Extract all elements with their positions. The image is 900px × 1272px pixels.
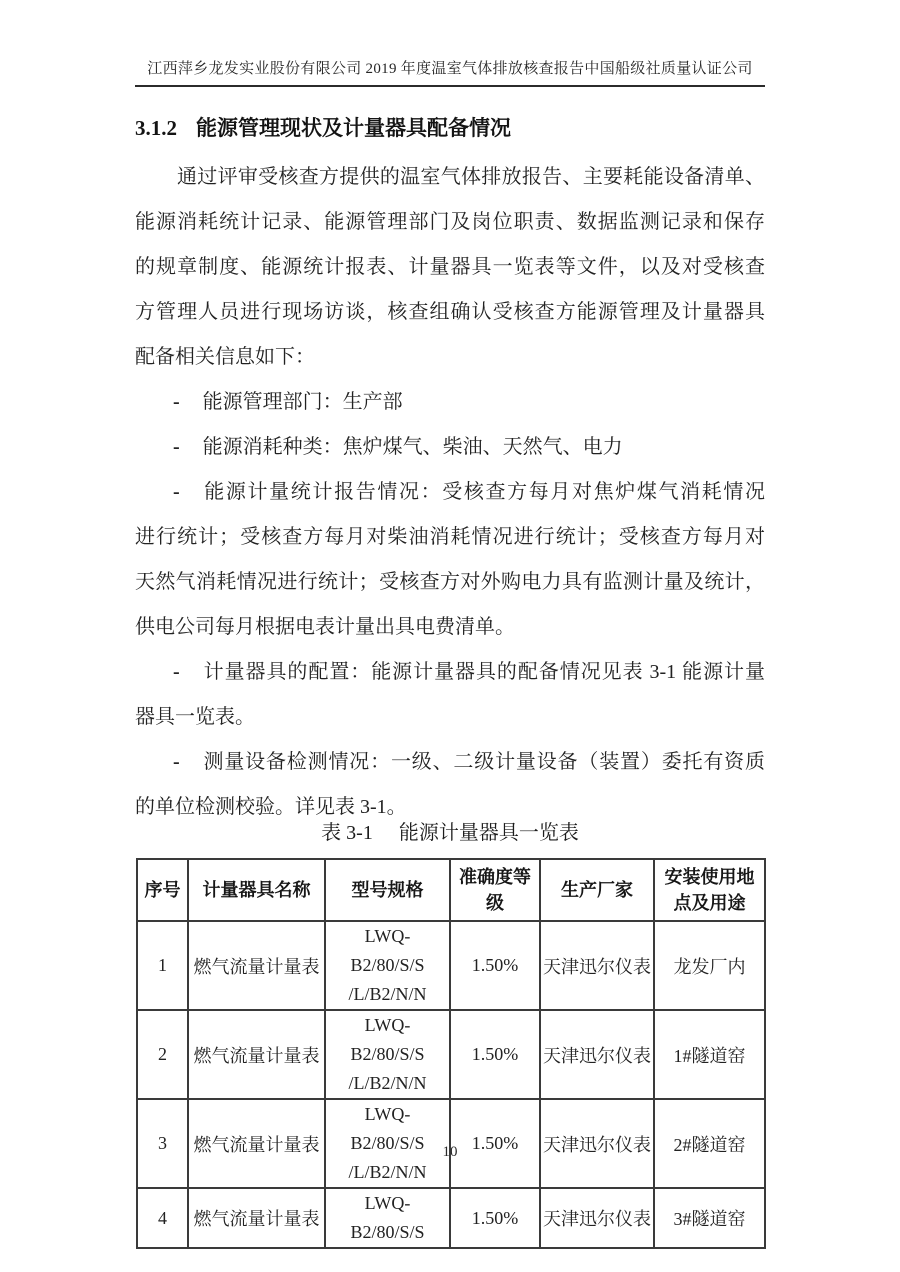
section-title: 能源管理现状及计量器具配备情况 (196, 116, 511, 140)
text-line (135, 380, 765, 425)
text-line-content: 器具一览表。 (135, 706, 255, 728)
text-line-content: 计量器具的配置：能源计量器具的配备情况见表 3-1 能源计量 (202, 661, 765, 683)
text-line (135, 605, 765, 650)
text-line-content: 能源计量统计报告情况：受核查方每月对焦炉煤气消耗情况 (202, 481, 765, 503)
text-line (135, 515, 765, 560)
table-row (137, 921, 765, 1010)
section-number: 3.1.2 (135, 116, 177, 140)
bullet-marker: - (173, 751, 180, 773)
text-line-content: 能源消耗种类：焦炉煤气、柴油、天然气、电力 (202, 436, 623, 458)
cell-accuracy-class: 1.50% (450, 1188, 540, 1248)
bullet-marker: - (173, 436, 180, 458)
cell-accuracy-class: 1.50% (450, 1010, 540, 1099)
metering-devices-table (136, 858, 766, 1249)
model-line-2: /L/B2/N/N (348, 1073, 427, 1093)
table-header-row (137, 859, 765, 921)
text-line (135, 200, 765, 245)
table-body (137, 921, 765, 1248)
page-number: 10 (442, 1144, 458, 1160)
cell-install-location: 3#隧道窑 (654, 1188, 765, 1248)
text-line (135, 155, 765, 200)
table-header-cell: 生产厂家 (540, 859, 654, 921)
text-line-content: 能源消耗统计记录、能源管理部门及岗位职责、数据监测记录和保存 (135, 211, 765, 233)
cell-device-name: 燃气流量计量表 (188, 1099, 325, 1188)
cell-model-spec (325, 1188, 450, 1248)
cell-serial-number: 4 (137, 1188, 188, 1248)
text-line (135, 335, 765, 380)
cell-serial-number: 1 (137, 921, 188, 1010)
text-line-content: 的规章制度、能源统计报表、计量器具一览表等文件，以及对受核查 (135, 256, 765, 278)
cell-accuracy-class: 1.50% (450, 921, 540, 1010)
bullet-marker: - (173, 391, 180, 413)
section-heading (135, 112, 775, 142)
model-line-2: /L/B2/N/N (348, 1162, 427, 1182)
model-line-1: LWQ-B2/80/S/S (350, 1193, 425, 1242)
table-header-cell: 型号规格 (325, 859, 450, 921)
table-header-cell: 准确度等级 (450, 859, 540, 921)
text-line-content: 供电公司每月根据电表计量出具电费清单。 (135, 616, 515, 638)
cell-install-location: 2#隧道窑 (654, 1099, 765, 1188)
cell-accuracy-class: 1.50% (450, 1099, 540, 1188)
table-header (137, 859, 765, 921)
table-caption (135, 818, 765, 848)
cell-model-spec (325, 921, 450, 1010)
text-line-content: 测量设备检测情况：一级、二级计量设备（装置）委托有资质 (202, 751, 765, 773)
table-caption-label: 表 3-1 (321, 822, 373, 844)
cell-device-name: 燃气流量计量表 (188, 921, 325, 1010)
text-line (135, 290, 765, 335)
text-line-content: 进行统计；受核查方每月对柴油消耗情况进行统计；受核查方每月对 (135, 526, 765, 548)
table-header-cell: 序号 (137, 859, 188, 921)
bullet-marker: - (173, 481, 180, 503)
text-line (135, 470, 765, 515)
model-line-1: LWQ-B2/80/S/S (350, 1104, 425, 1153)
running-header: 江西萍乡龙发实业股份有限公司 2019 年度温室气体排放核查报告中国船级社质量认证公司 (135, 58, 765, 87)
text-line (135, 245, 765, 290)
text-line (135, 425, 765, 470)
text-line-content: 的单位检测校验。详见表 3-1。 (135, 796, 407, 818)
text-line (135, 695, 765, 740)
text-line-content: 天然气消耗情况进行统计；受核查方对外购电力具有监测计量及统计， (135, 571, 765, 593)
body-text (135, 155, 765, 830)
table-row (137, 1010, 765, 1099)
cell-serial-number: 2 (137, 1010, 188, 1099)
cell-device-name: 燃气流量计量表 (188, 1188, 325, 1248)
table-row (137, 1188, 765, 1248)
text-line (135, 740, 765, 785)
cell-device-name: 燃气流量计量表 (188, 1010, 325, 1099)
text-line-content: 能源管理部门：生产部 (202, 391, 403, 413)
model-line-1: LWQ-B2/80/S/S (350, 1015, 425, 1064)
cell-model-spec (325, 1010, 450, 1099)
cell-manufacturer: 天津迅尔仪表 (540, 921, 654, 1010)
cell-manufacturer: 天津迅尔仪表 (540, 1188, 654, 1248)
table-header-cell: 计量器具名称 (188, 859, 325, 921)
text-line-content: 配备相关信息如下： (135, 346, 315, 368)
cell-install-location: 1#隧道窑 (654, 1010, 765, 1099)
table-header-cell: 安装使用地点及用途 (654, 859, 765, 921)
cell-manufacturer: 天津迅尔仪表 (540, 1099, 654, 1188)
text-line-content: 通过评审受核查方提供的温室气体排放报告、主要耗能设备清单、 (177, 166, 765, 188)
cell-manufacturer: 天津迅尔仪表 (540, 1010, 654, 1099)
table-caption-title: 能源计量器具一览表 (398, 822, 579, 844)
model-line-1: LWQ-B2/80/S/S (350, 926, 425, 975)
cell-serial-number: 3 (137, 1099, 188, 1188)
bullet-marker: - (173, 661, 180, 683)
text-line (135, 560, 765, 605)
cell-install-location: 龙发厂内 (654, 921, 765, 1010)
model-line-2: /L/B2/N/N (348, 984, 427, 1004)
text-line (135, 650, 765, 695)
text-line-content: 方管理人员进行现场访谈，核查组确认受核查方能源管理及计量器具 (135, 301, 765, 323)
